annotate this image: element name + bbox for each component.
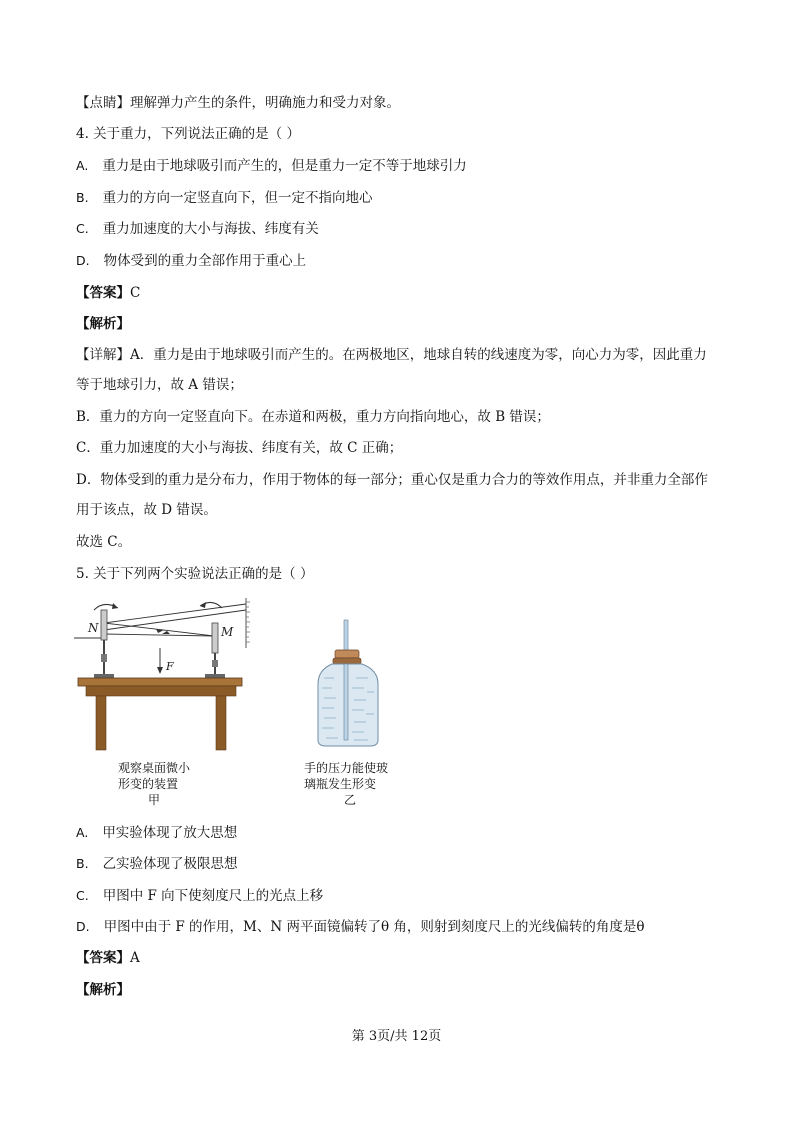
q5-answer-label: 【答案】 [76,950,130,966]
q4-answer-value: C [130,285,141,301]
q4-detail-line-2: 等于地球引力，故 A 错误； [76,377,243,393]
label-f: F [166,660,174,673]
q4-detail-line-3: B．重力的方向一定竖直向下。在赤道和两极，重力方向指向地心，故 B 错误； [76,409,550,425]
q5-option-b-text: 乙实验体现了极限思想 [102,856,238,872]
dianjing-note: 【点睛】理解弹力产生的条件，明确施力和受力对象。 [76,95,400,111]
q4-option-b-label: B. [76,190,89,205]
q4-option-a-text: 重力是由于地球吸引而产生的，但是重力一定不等于地球引力 [102,158,467,174]
q4-answer-label: 【答案】 [76,285,130,301]
figure-yi-label: 乙 [344,793,357,807]
figure-jia-caption-line-2: 形变的装置 [118,777,179,791]
figure-jia-label: 甲 [148,793,161,807]
q4-option-d-text: 物体受到的重力全部作用于重心上 [103,253,307,269]
q4-detail-line-4: C．重力加速度的大小与海拔、纬度有关，故 C 正确； [76,440,403,456]
q5-option-d-label: D. [76,919,90,934]
q5-analysis-label: 【解析】 [76,982,130,998]
q5-option-d-text: 甲图中由于 F 的作用，M、N 两平面镜偏转了θ 角，则射到刻度尺上的光线偏转的角度是θ [103,919,645,935]
label-n: N [88,621,99,635]
q5-answer [76,948,140,968]
q4-detail-line-1: 【详解】A．重力是由于地球吸引而产生的。在两极地区，地球自转的线速度为零，向心力为零，因此重力 [76,347,707,363]
q4-option-c [76,219,319,239]
q4-option-d [76,251,306,271]
q4-option-a [76,156,467,176]
q5-option-c [76,886,323,906]
q5-option-c-text: 甲图中 F 向下使刻度尺上的光点上移 [102,888,324,904]
q5-option-a [76,823,237,843]
q4-option-b [76,188,373,208]
q4-option-a-label: A. [76,158,89,173]
q5-option-a-text: 甲实验体现了放大思想 [102,825,238,841]
q4-option-c-text: 重力加速度的大小与海拔、纬度有关 [102,221,319,237]
figure-yi-caption [304,760,388,808]
q4-detail-line-6: 用于该点，故 D 错误。 [76,502,217,518]
figure-yi-caption-line-2: 璃瓶发生形变 [304,777,377,791]
q4-detail-line-5: D．物体受到的重力是分布力，作用于物体的每一部分；重心仅是重力合力的等效作用点，并非重力全部作 [76,472,708,488]
q4-stem: 4. 关于重力，下列说法正确的是（ ） [76,126,300,142]
figure-jia-table-apparatus [74,596,254,756]
q5-option-c-label: C. [76,888,89,903]
q4-option-c-label: C. [76,221,89,236]
q5-option-b [76,854,238,874]
q5-option-d [76,917,645,937]
q5-option-b-label: B. [76,856,89,871]
q4-option-b-text: 重力的方向一定竖直向下，但一定不指向地心 [102,190,373,206]
figure-jia-caption [118,760,190,808]
q4-analysis-label: 【解析】 [76,316,130,332]
figure-yi-glass-bottle [312,618,392,750]
q4-option-d-label: D. [76,253,90,268]
q4-answer [76,283,140,303]
figure-yi-caption-line-1: 手的压力能使玻 [304,761,389,775]
q5-stem: 5. 关于下列两个实验说法正确的是（ ） [76,566,314,582]
figure-jia-caption-line-1: 观察桌面微小 [118,761,191,775]
label-m: M [221,625,234,639]
page-footer: 第 3页/共 12页 [351,1029,442,1044]
q4-detail-line-7: 故选 C。 [76,534,132,550]
q5-option-a-label: A. [76,825,89,840]
q5-answer-value: A [130,950,140,966]
